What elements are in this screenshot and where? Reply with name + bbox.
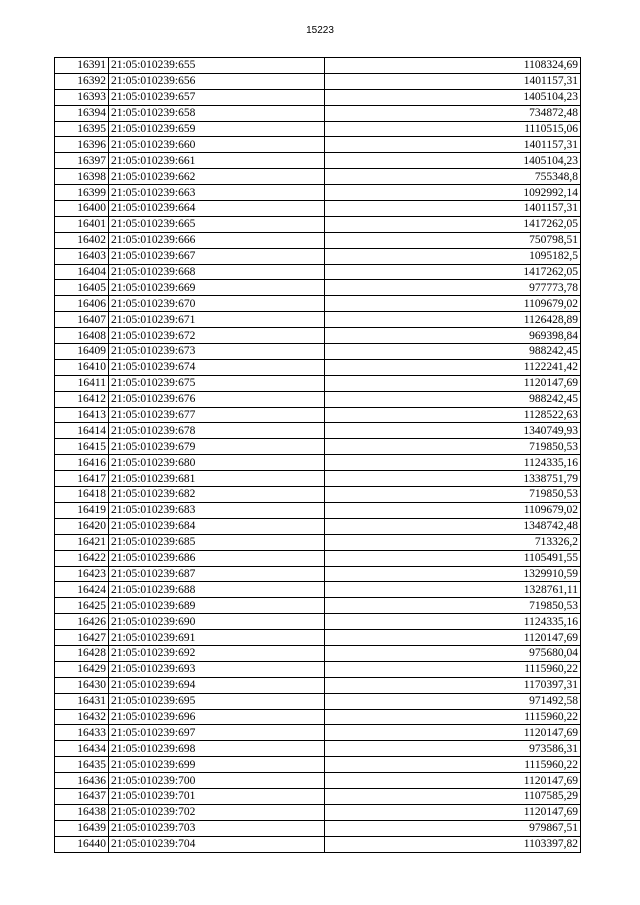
cadastral-number-cell: 21:05:010239:692	[109, 645, 325, 661]
cadastral-value-cell: 1115960,22	[325, 709, 581, 725]
row-number-cell: 16416	[55, 455, 109, 471]
table-row	[55, 185, 581, 201]
row-number-cell: 16429	[55, 661, 109, 677]
table-row	[55, 391, 581, 407]
table-row	[55, 757, 581, 773]
cadastral-number-cell: 21:05:010239:698	[109, 741, 325, 757]
cadastral-value-cell: 1405104,23	[325, 89, 581, 105]
row-number-cell: 16401	[55, 216, 109, 232]
cadastral-number-cell: 21:05:010239:672	[109, 328, 325, 344]
table-row	[55, 232, 581, 248]
table-row	[55, 693, 581, 709]
row-number-cell: 16415	[55, 439, 109, 455]
cadastral-number-cell: 21:05:010239:689	[109, 598, 325, 614]
row-number-cell: 16422	[55, 550, 109, 566]
cadastral-value-cell: 1095182,5	[325, 248, 581, 264]
cadastral-number-cell: 21:05:010239:682	[109, 487, 325, 503]
cadastral-number-cell: 21:05:010239:702	[109, 804, 325, 820]
row-number-cell: 16434	[55, 741, 109, 757]
table-row	[55, 105, 581, 121]
cadastral-number-cell: 21:05:010239:688	[109, 582, 325, 598]
cadastral-value-cell: 1105491,55	[325, 550, 581, 566]
cadastral-number-cell: 21:05:010239:678	[109, 423, 325, 439]
row-number-cell: 16404	[55, 264, 109, 280]
row-number-cell: 16418	[55, 487, 109, 503]
table-row	[55, 550, 581, 566]
cadastral-value-cell: 1417262,05	[325, 264, 581, 280]
cadastral-number-cell: 21:05:010239:694	[109, 677, 325, 693]
row-number-cell: 16420	[55, 518, 109, 534]
table-row	[55, 375, 581, 391]
row-number-cell: 16396	[55, 137, 109, 153]
cadastral-number-cell: 21:05:010239:697	[109, 725, 325, 741]
row-number-cell: 16433	[55, 725, 109, 741]
page-number: 15223	[306, 25, 334, 36]
cadastral-number-cell: 21:05:010239:655	[109, 58, 325, 74]
row-number-cell: 16421	[55, 534, 109, 550]
cadastral-value-cell: 1329910,59	[325, 566, 581, 582]
row-number-cell: 16438	[55, 804, 109, 820]
cadastral-number-cell: 21:05:010239:657	[109, 89, 325, 105]
table-row	[55, 264, 581, 280]
row-number-cell: 16412	[55, 391, 109, 407]
table-row	[55, 836, 581, 852]
row-number-cell: 16392	[55, 73, 109, 89]
cadastral-value-cell: 1108324,69	[325, 58, 581, 74]
cadastral-number-cell: 21:05:010239:704	[109, 836, 325, 852]
cadastral-value-cell: 713326,2	[325, 534, 581, 550]
cadastral-number-cell: 21:05:010239:660	[109, 137, 325, 153]
cadastral-value-cell: 1115960,22	[325, 757, 581, 773]
cadastral-value-cell: 1340749,93	[325, 423, 581, 439]
table-row	[55, 709, 581, 725]
row-number-cell: 16408	[55, 328, 109, 344]
cadastral-value-cell: 1348742,48	[325, 518, 581, 534]
table-row	[55, 216, 581, 232]
row-number-cell: 16411	[55, 375, 109, 391]
cadastral-number-cell: 21:05:010239:684	[109, 518, 325, 534]
cadastral-number-cell: 21:05:010239:665	[109, 216, 325, 232]
cadastral-number-cell: 21:05:010239:675	[109, 375, 325, 391]
cadastral-value-cell: 1405104,23	[325, 153, 581, 169]
row-number-cell: 16419	[55, 502, 109, 518]
cadastral-number-cell: 21:05:010239:667	[109, 248, 325, 264]
cadastral-number-cell: 21:05:010239:687	[109, 566, 325, 582]
row-number-cell: 16424	[55, 582, 109, 598]
table-row	[55, 359, 581, 375]
cadastral-value-cell: 1120147,69	[325, 375, 581, 391]
row-number-cell: 16391	[55, 58, 109, 74]
table-row	[55, 487, 581, 503]
row-number-cell: 16405	[55, 280, 109, 296]
table-row	[55, 502, 581, 518]
cadastral-number-cell: 21:05:010239:669	[109, 280, 325, 296]
cadastral-value-cell: 1401157,31	[325, 73, 581, 89]
row-number-cell: 16430	[55, 677, 109, 693]
table-row	[55, 630, 581, 646]
cadastral-value-cell: 1170397,31	[325, 677, 581, 693]
cadastral-value-cell: 1103397,82	[325, 836, 581, 852]
table-row	[55, 645, 581, 661]
table-row	[55, 582, 581, 598]
cadastral-value-cell: 719850,53	[325, 487, 581, 503]
cadastral-number-cell: 21:05:010239:681	[109, 471, 325, 487]
row-number-cell: 16437	[55, 788, 109, 804]
cadastral-number-cell: 21:05:010239:673	[109, 344, 325, 360]
cadastral-value-cell: 1092992,14	[325, 185, 581, 201]
table-row	[55, 344, 581, 360]
cadastral-number-cell: 21:05:010239:656	[109, 73, 325, 89]
table-row	[55, 598, 581, 614]
cadastral-value-cell: 1122241,42	[325, 359, 581, 375]
table-row	[55, 804, 581, 820]
cadastral-number-cell: 21:05:010239:690	[109, 614, 325, 630]
table-row	[55, 820, 581, 836]
row-number-cell: 16432	[55, 709, 109, 725]
cadastral-number-cell: 21:05:010239:703	[109, 820, 325, 836]
row-number-cell: 16393	[55, 89, 109, 105]
cadastral-number-cell: 21:05:010239:659	[109, 121, 325, 137]
row-number-cell: 16431	[55, 693, 109, 709]
row-number-cell: 16394	[55, 105, 109, 121]
cadastral-value-cell: 975680,04	[325, 645, 581, 661]
row-number-cell: 16435	[55, 757, 109, 773]
cadastral-value-cell: 1417262,05	[325, 216, 581, 232]
table-row	[55, 741, 581, 757]
cadastral-number-cell: 21:05:010239:664	[109, 201, 325, 217]
cadastral-value-cell: 750798,51	[325, 232, 581, 248]
row-number-cell: 16413	[55, 407, 109, 423]
cadastral-value-cell: 977773,78	[325, 280, 581, 296]
table-row	[55, 566, 581, 582]
cadastral-value-cell: 1109679,02	[325, 502, 581, 518]
cadastral-number-cell: 21:05:010239:666	[109, 232, 325, 248]
cadastral-number-cell: 21:05:010239:686	[109, 550, 325, 566]
row-number-cell: 16428	[55, 645, 109, 661]
cadastral-value-cell: 1120147,69	[325, 804, 581, 820]
cadastral-value-cell: 1126428,89	[325, 312, 581, 328]
table-row	[55, 788, 581, 804]
cadastral-number-cell: 21:05:010239:661	[109, 153, 325, 169]
cadastral-value-cell: 1328761,11	[325, 582, 581, 598]
table-row	[55, 169, 581, 185]
cadastral-value-cell: 719850,53	[325, 439, 581, 455]
cadastral-value-cell: 1110515,06	[325, 121, 581, 137]
cadastral-value-table	[54, 57, 581, 853]
cadastral-number-cell: 21:05:010239:699	[109, 757, 325, 773]
row-number-cell: 16417	[55, 471, 109, 487]
cadastral-value-cell: 1128522,63	[325, 407, 581, 423]
cadastral-value-cell: 979867,51	[325, 820, 581, 836]
cadastral-number-cell: 21:05:010239:674	[109, 359, 325, 375]
table-row	[55, 773, 581, 789]
table-row	[55, 661, 581, 677]
cadastral-number-cell: 21:05:010239:658	[109, 105, 325, 121]
cadastral-number-cell: 21:05:010239:670	[109, 296, 325, 312]
table-row	[55, 296, 581, 312]
table-row	[55, 201, 581, 217]
cadastral-value-cell: 1120147,69	[325, 725, 581, 741]
cadastral-number-cell: 21:05:010239:696	[109, 709, 325, 725]
row-number-cell: 16436	[55, 773, 109, 789]
row-number-cell: 16407	[55, 312, 109, 328]
cadastral-number-cell: 21:05:010239:671	[109, 312, 325, 328]
table-row	[55, 471, 581, 487]
table-row	[55, 614, 581, 630]
cadastral-number-cell: 21:05:010239:685	[109, 534, 325, 550]
row-number-cell: 16403	[55, 248, 109, 264]
row-number-cell: 16440	[55, 836, 109, 852]
cadastral-value-cell: 988242,45	[325, 391, 581, 407]
cadastral-number-cell: 21:05:010239:679	[109, 439, 325, 455]
cadastral-number-cell: 21:05:010239:668	[109, 264, 325, 280]
table-row	[55, 439, 581, 455]
table-row	[55, 58, 581, 74]
cadastral-value-cell: 734872,48	[325, 105, 581, 121]
table-row	[55, 518, 581, 534]
row-number-cell: 16397	[55, 153, 109, 169]
table-row	[55, 73, 581, 89]
row-number-cell: 16414	[55, 423, 109, 439]
cadastral-value-cell: 1124335,16	[325, 614, 581, 630]
cadastral-number-cell: 21:05:010239:701	[109, 788, 325, 804]
table-row	[55, 280, 581, 296]
table-row	[55, 312, 581, 328]
cadastral-number-cell: 21:05:010239:680	[109, 455, 325, 471]
row-number-cell: 16400	[55, 201, 109, 217]
cadastral-number-cell: 21:05:010239:700	[109, 773, 325, 789]
table-row	[55, 407, 581, 423]
cadastral-value-cell: 1401157,31	[325, 201, 581, 217]
cadastral-number-cell: 21:05:010239:695	[109, 693, 325, 709]
cadastral-value-cell: 969398,84	[325, 328, 581, 344]
table-row	[55, 534, 581, 550]
row-number-cell: 16410	[55, 359, 109, 375]
cadastral-number-cell: 21:05:010239:676	[109, 391, 325, 407]
cadastral-value-cell: 973586,31	[325, 741, 581, 757]
cadastral-value-cell: 971492,58	[325, 693, 581, 709]
row-number-cell: 16409	[55, 344, 109, 360]
row-number-cell: 16395	[55, 121, 109, 137]
cadastral-number-cell: 21:05:010239:693	[109, 661, 325, 677]
table-row	[55, 153, 581, 169]
table-row	[55, 89, 581, 105]
cadastral-number-cell: 21:05:010239:677	[109, 407, 325, 423]
cadastral-value-cell: 1120147,69	[325, 630, 581, 646]
cadastral-value-cell: 1107585,29	[325, 788, 581, 804]
cadastral-value-cell: 1115960,22	[325, 661, 581, 677]
table-body	[55, 58, 581, 853]
cadastral-number-cell: 21:05:010239:662	[109, 169, 325, 185]
table-row	[55, 455, 581, 471]
cadastral-value-cell: 1124335,16	[325, 455, 581, 471]
table-row	[55, 423, 581, 439]
cadastral-value-cell: 988242,45	[325, 344, 581, 360]
row-number-cell: 16398	[55, 169, 109, 185]
row-number-cell: 16425	[55, 598, 109, 614]
row-number-cell: 16423	[55, 566, 109, 582]
row-number-cell: 16402	[55, 232, 109, 248]
cadastral-value-cell: 1338751,79	[325, 471, 581, 487]
cadastral-value-cell: 1401157,31	[325, 137, 581, 153]
row-number-cell: 16439	[55, 820, 109, 836]
row-number-cell: 16399	[55, 185, 109, 201]
table-row	[55, 121, 581, 137]
cadastral-number-cell: 21:05:010239:691	[109, 630, 325, 646]
cadastral-number-cell: 21:05:010239:683	[109, 502, 325, 518]
table-row	[55, 248, 581, 264]
cadastral-value-cell: 755348,8	[325, 169, 581, 185]
table-row	[55, 725, 581, 741]
row-number-cell: 16427	[55, 630, 109, 646]
row-number-cell: 16406	[55, 296, 109, 312]
cadastral-value-cell: 1120147,69	[325, 773, 581, 789]
table-row	[55, 137, 581, 153]
cadastral-value-cell: 1109679,02	[325, 296, 581, 312]
cadastral-value-cell: 719850,53	[325, 598, 581, 614]
cadastral-number-cell: 21:05:010239:663	[109, 185, 325, 201]
row-number-cell: 16426	[55, 614, 109, 630]
table-row	[55, 677, 581, 693]
table-row	[55, 328, 581, 344]
